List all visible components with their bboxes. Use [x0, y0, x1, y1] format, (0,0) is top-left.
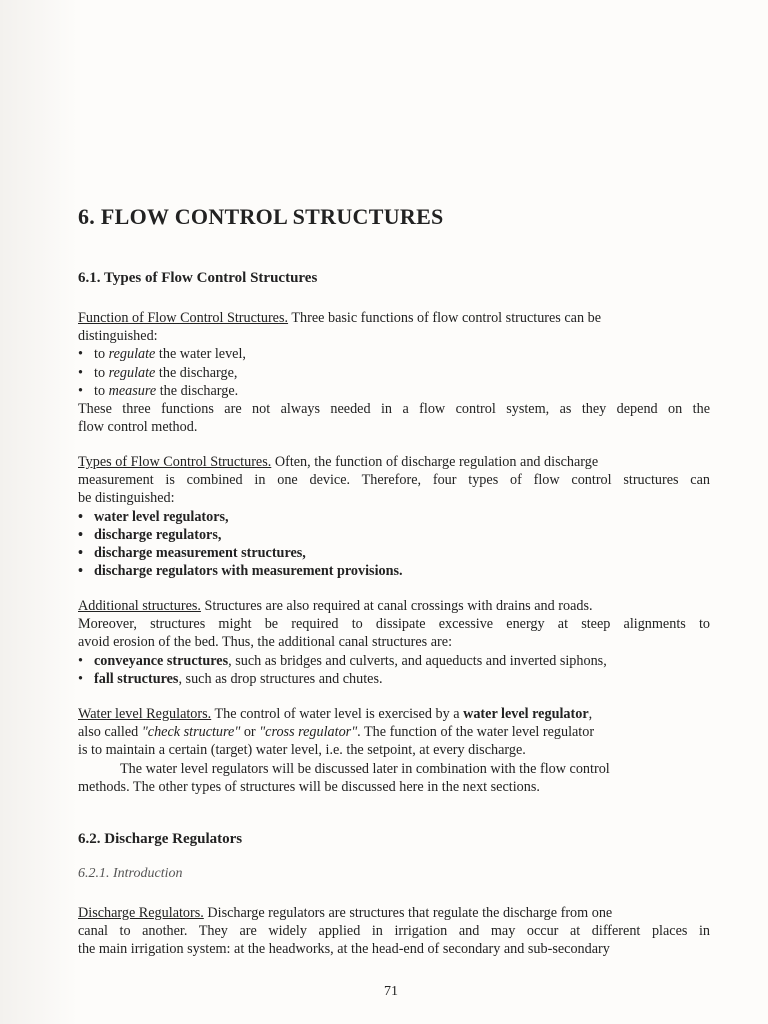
binding-shadow: [0, 0, 78, 1024]
subsection-heading-6-2-1: 6.2.1. Introduction: [78, 866, 183, 881]
chapter-title: 6. FLOW CONTROL STRUCTURES: [78, 204, 444, 229]
list-item: • conveyance structures, such as bridges and culverts, and aqueducts and inverted siphons,: [78, 652, 607, 669]
paragraph-discharge-regulators: Discharge Regulators. Discharge regulators are structures that regulate the discharge from one canal to another. They are widely applied in irrigation and may occur at different places in the main irrigation system: at the headworks, at the head-end of secondary and sub-secondary: [78, 905, 710, 958]
run-in-title: Discharge Regulators.: [78, 905, 204, 921]
run-in-title: Types of Flow Control Structures.: [78, 454, 272, 470]
list-item: • fall structures, such as drop structures and chutes.: [78, 670, 383, 687]
list-item: • to measure the discharge.: [78, 382, 239, 399]
list-item: • discharge regulators,: [78, 526, 222, 543]
list-item: • discharge regulators with measurement provisions.: [78, 563, 403, 580]
list-item: • discharge measurement structures,: [78, 545, 306, 562]
run-in-title: Function of Flow Control Structures.: [78, 310, 289, 326]
run-in-title: Water level Regulators.: [78, 706, 212, 722]
section-heading-6-1: 6.1. Types of Flow Control Structures: [78, 270, 318, 286]
list-item: • water level regulators,: [78, 508, 229, 525]
run-in-title: Additional structures.: [78, 598, 201, 614]
paragraph-additional: Additional structures. Structures are also required at canal crossings with drains and roads. Moreover, structures might be required to dissipate excessive energy at steep alignments to avoid erosion of the bed. Thus, the additional canal structures are: • conveyance structures, such as bridges and culverts, and aqueducts and inverted siphons, • fall structures, such as drop structures and chutes.: [78, 598, 710, 687]
list-item: • to regulate the water level,: [78, 346, 246, 363]
paragraph-function: Function of Flow Control Structures. Three basic functions of flow control structures can be distinguished: • to regulate the water level, • to regulate the discharge, • to measure the discharge. These three functions are not always needed in a flow control system, as they depend on the flow control method.: [78, 310, 710, 436]
paragraph-types: Types of Flow Control Structures. Often, the function of discharge regulation and discharge measurement is combined in one device. Therefore, four types of flow control structures can be distinguished: • water level regulators, • discharge regulators, • discharge measurement structures, • discharge regulators with measurement provisions.: [78, 454, 710, 580]
section-heading-6-2: 6.2. Discharge Regulators: [78, 831, 243, 847]
list-item: • to regulate the discharge,: [78, 364, 238, 381]
paragraph-water-level: Water level Regulators. The control of water level is exercised by a water level regulator, also called "check structure" or "cross regulator". The function of the water level regulator is to maintain a certain (target) water level, i.e. the setpoint, at every discharge. The water level regulators will be discussed later in combination with the flow control methods. The other types of structures will be discussed here in the next sections.: [78, 706, 610, 795]
page-number: 71: [384, 984, 398, 999]
